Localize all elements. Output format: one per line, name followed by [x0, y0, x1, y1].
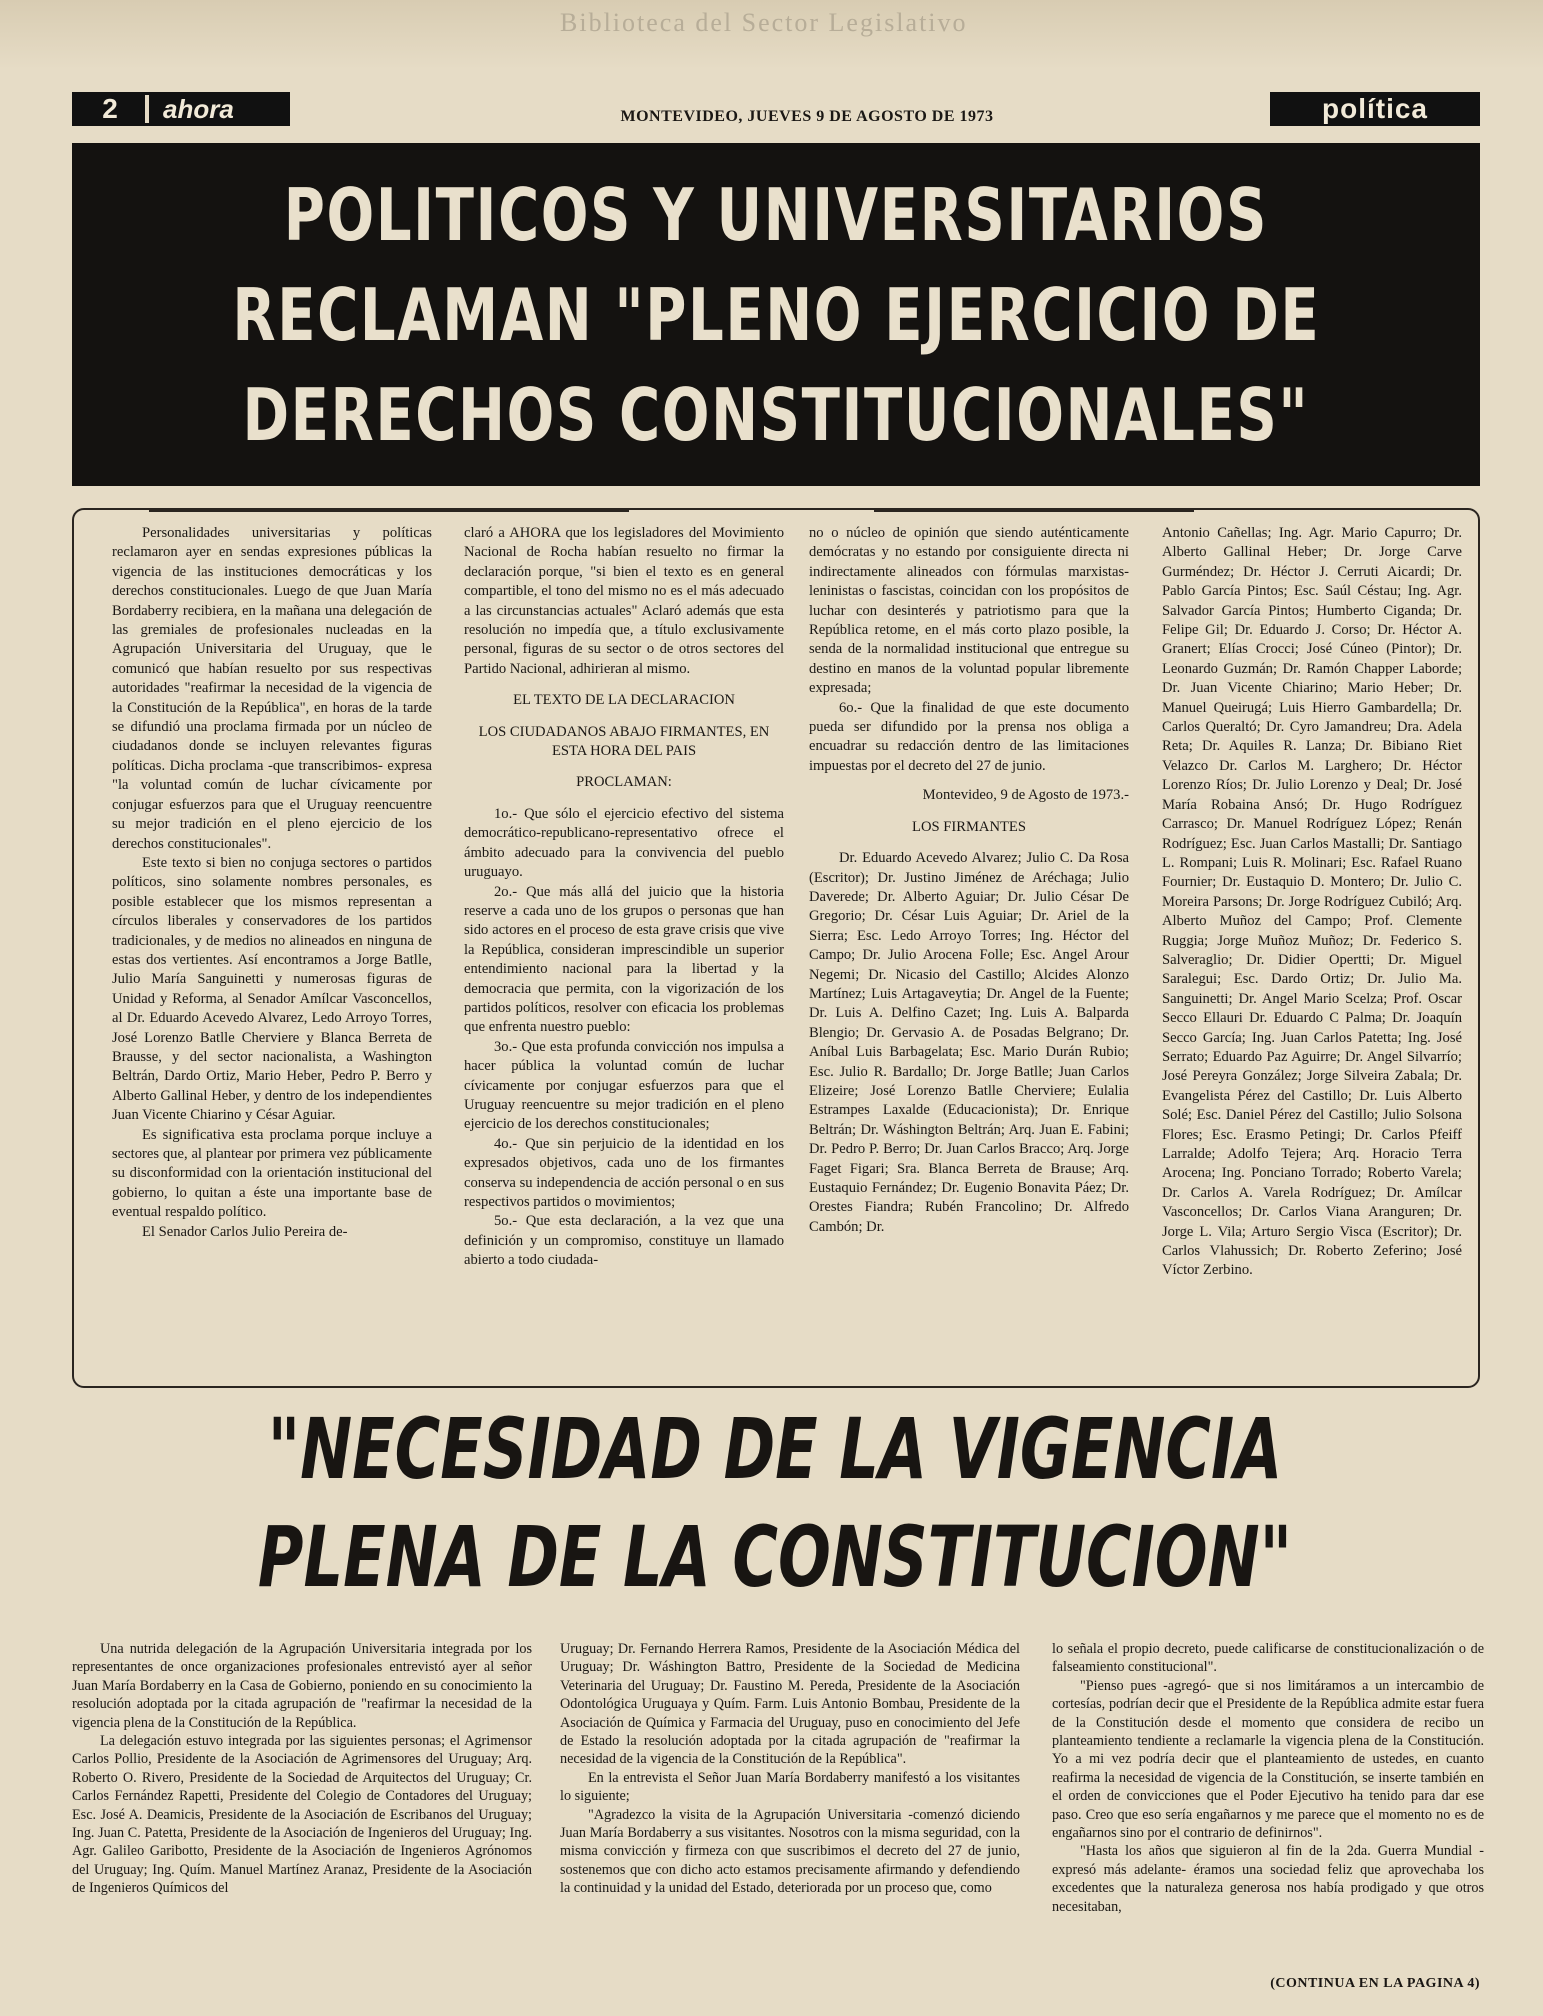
lower-column-3 [1052, 1640, 1484, 1988]
article-box [72, 508, 1480, 1388]
dateline: MONTEVIDEO, JUEVES 9 DE AGOSTO DE 1973 [620, 108, 994, 125]
scan-top-strip [0, 0, 1543, 70]
signers-heading: LOS FIRMANTES [912, 818, 1026, 835]
section-label: política [1270, 92, 1480, 126]
headline-line-3: DERECHOS CONSTITUCIONALES" [242, 372, 1310, 457]
paragraph: "Hasta los años que siguieron al fin de la 2da. Guerra Mundial -expresó más adelante- éramos una sociedad feliz que aprovechaba los excedentes que la naturaleza generosa nos había prodigado y que otros necesitaban, [1052, 1843, 1484, 1915]
declaration-item: 6o.- Que la finalidad de que este documento pueda ser difundido por la prensa nos obliga a encuadrar su redacción dentro de las limitaciones impuestas por el decreto del 27 de junio. [809, 699, 1129, 774]
paragraph: Este texto si bien no conjuga sectores o partidos políticos, sino solamente nombres personales, es posible establecer que los mismos representan a círculos liberales y conservadores de los partidos tradicionales, y de medios no alineados en ninguna de estas dos vertientes. Así encontramos a Jorge Batlle, Julio María Sanguinetti y numerosas figuras de Unidad y Reforma, al Senador Amílcar Vasconcellos, al Dr. Eduardo Acevedo Alvarez, Ledo Arroyo Torres, José Lorenzo Batlle Cherviere y Blanca Berreta de Brausse, y del sector nacionalista, a Washington Beltrán, Dardo Ortiz, Mario Heber, Pedro P. Berro y Alberto Gallinal Heber, y dentro de los independientes Juan Vicente Chiarino y César Aguiar. [112, 854, 432, 1124]
page-header [72, 92, 1480, 132]
paragraph: Personalidades universitarias y políticas reclamaron ayer en sendas expresiones públicas la vigencia de las instituciones democráticas y los derechos constitucionales. Luego de que Juan María Bordaberry recibiera, en la mañana una delegación de las gremiales de profesionales nucleadas en la Agrupación Universitaria del Uruguay, que le comunicó que habían resuelto por sus respectivas autoridades "reafirmar la necesidad de la vigencia de la Constitución de la República", en horas de la tarde se difundió una proclama firmada por un núcleo de ciudadanos donde se incluyen relevantes figuras políticas. Dicha proclama -que transcribimos- expresa "la voluntad común de luchar cívicamente por conjugar esfuerzos para que el Uruguay reencuentre su mejor tradición en el pleno ejercicio de los derechos constitucionales". [112, 525, 432, 852]
headline2-line-2: PLENA DE LA CONSTITUCION" [257, 1508, 1293, 1606]
archive-stamp-text: Biblioteca del Sector Legislativo [560, 8, 968, 37]
paragraph: Uruguay; Dr. Fernando Herrera Ramos, Presidente de la Asociación Médica del Uruguay; Dr. Wáshington Battro, Presidente de la Sociedad de Medicina Veterinaria del Uruguay; Dr. Faustino M. Pereda, Presidente de la Asociación Odontológica Uruguaya y Quím. Farm. Luis Antonio Bombau, Presidente de la Asociación de Química y Farmacia del Uruguay, puso en conocimiento del Jefe de Estado la resolución adoptada por la citada agrupación de "reafirmar la necesidad de la vigencia de la Constitución de la República". [560, 1641, 1020, 1768]
secondary-headline [60, 1395, 1490, 1635]
signers-list: Dr. Eduardo Acevedo Alvarez; Julio C. Da Rosa (Escritor); Dr. Justino Jiménez de Aréchaga; Julio Daverede; Dr. Alberto Aguiar; Dr. Julio César De Gregorio; Dr. César Luis Aguiar; Dr. Ariel de la Sierra; Esc. Ledo Arroyo Torres; Ing. Héctor del Campo; Dr. Julio Arocena Folle; Esc. Angel Arour Negemi; Dr. Nicasio del Castillo; Alcides Alonzo Martínez; Luis Artagaveytia; Dr. Angel de la Fuente; Dr. Luis A. Delfino Cazet; Ing. Luis A. Balparda Blengio; Dr. Gervasio A. de Posadas Belgrano; Dr. Aníbal Luis Barbagelata; Esc. Mario Durán Rubio; Esc. Julio R. Bardallo; Dr. Jorge Batlle; Juan Carlos Elizeire; José Lorenzo Batlle Cherviere; Eulalia Estrampes Laxalde (Educacionista); Dr. Enrique Beltrán; Dr. Wáshington Beltrán; Arq. Juan E. Fabini; Dr. Pedro P. Berro; Dr. Juan Carlos Bracco; Arq. Jorge Faget Figari; Sra. Blanca Berreta de Brause; Arq. Eustaquio Fernández; Dr. Eugenio Bonavita Páez; Dr. Orestes Fiandra; Rubén Francolino; Dr. Alfredo Cambón; Dr. [809, 850, 1129, 1235]
divider-rule [149, 510, 629, 512]
declaration-item: 3o.- Que esta profunda convicción nos impulsa a hacer pública la voluntad común de luchar cívicamente por conjugar esfuerzos para que el Uruguay reencuentre su mejor tradición en el pleno ejercicio de los derechos constitucionales; [464, 1038, 784, 1133]
publication-name: ahora [149, 95, 287, 123]
continued-note: (CONTINUA EN LA PAGINA 4) [1270, 1976, 1480, 1991]
paragraph: La delegación estuvo integrada por las siguientes personas; el Agrimensor Carlos Pollio, Presidente de la Asociación de Agrimensores del Uruguay; Arq. Roberto O. Rivero, Presidente de la Sociedad de Arquitectos del Uruguay; Cr. Carlos Fernández Rapetti, Presidente del Colegio de Contadores del Uruguay; Esc. José A. Deamicis, Presidente de la Asociación de Escribanos del Uruguay; Ing. Juan C. Patetta, Presidente de la Asociación de Ingenieros del Uruguay; Ing. Agr. Galileo Garibotto, Presidente de la Asociación de Ingenieros Agrónomos del Uruguay; Ing. Quím. Manuel Martínez Aranaz, Presidente de la Asociación de Ingenieros Químicos del [72, 1733, 532, 1897]
article-column-2 [464, 524, 784, 1384]
article-column-4 [1162, 524, 1462, 1384]
declaration-heading: PROCLAMAN: [576, 774, 672, 791]
divider-rule [874, 510, 1194, 512]
declaration-item: 5o.- Que esta declaración, a la vez que una definición y un compromiso, constituye un llamado abierto a todo ciudada- [464, 1213, 784, 1269]
headline-line-2: RECLAMAN "PLENO EJERCICIO DE [232, 272, 1320, 357]
lower-column-2 [560, 1640, 1020, 1988]
paragraph: no o núcleo de opinión que siendo auténticamente demócratas y no estando por consiguiente directa ni indirectamente alineados con fórmulas marxistas-leninistas o fascistas, coincidan con los propósitos de luchar con desinterés y patriotismo para que la República retome, en el más corto plazo posible, la senda de la normalidad institucional que entregue su destino en manos de la voluntad popular libremente expresada; [809, 525, 1129, 697]
page-number: 2 [75, 95, 145, 123]
paragraph: Una nutrida delegación de la Agrupación Universitaria integrada por los representantes de once organizaciones profesionales entrevistó ayer al señor Juan María Bordaberry en la Casa de Gobierno, poniendo en su conocimiento la resolución adoptada por la citada agrupación de "reafirmar la necesidad de la vigencia plena de la Constitución de la República. [72, 1641, 532, 1731]
article-column-3 [809, 524, 1129, 1384]
page-flag [72, 92, 290, 126]
paragraph: Es significativa esta proclama porque incluye a sectores que, al plantear por primera vez públicamente su disconformidad con la orientación institucional del gobierno, lo quitan a éste una importante base de eventual respaldo político. [112, 1126, 432, 1221]
section-heading: EL TEXTO DE LA DECLARACION [513, 692, 735, 709]
declaration-item: 1o.- Que sólo el ejercicio efectivo del sistema democrático-republicano-representativo ofrece el ámbito adecuado para la convivencia del pueblo uruguayo. [464, 805, 784, 881]
declaration-date: Montevideo, 9 de Agosto de 1973.- [922, 787, 1129, 804]
article-column-1 [112, 524, 432, 1384]
headline-line-1: POLITICOS Y UNIVERSITARIOS [283, 172, 1269, 257]
signers-list: Antonio Cañellas; Ing. Agr. Mario Capurro; Dr. Alberto Gallinal Heber; Dr. Jorge Carve Gurméndez; Dr. Héctor J. Cerruti Aicardi; Dr. Pablo García Pintos; Esc. Saúl Céstau; Ing. Agr. Salvador García Pintos; Humberto Ciganda; Dr. Felipe Gil; Dr. Eduardo J. Corso; Dr. Héctor A. Granert; Elías Crocci; José Cúneo (Pintor); Dr. Leonardo Guzmán; Dr. Ramón Chapper Laborde; Dr. Juan Vicente Chiarino; Mario Heber; Dr. Manuel Queirugá; Luis Hierro Gambardella; Dr. Carlos Queraltó; Dr. Cyro Jamandreu; Dra. Adela Reta; Dr. Aquiles R. Lanza; Dr. Bibiano Riet Velazco Dr. Carlos M. Larghero; Dr. Héctor Lorenzo Ríos; Dr. Julio Lorenzo y Deal; Dr. José María Robaina Ansó; Dr. Hugo Rodríguez Carrasco; Dr. Manuel Rodríguez López; Renán Rodríguez; Esc. Juan Carlos Mastalli; Dr. Santiago L. Rompani; Luis R. Molinari; Esc. Rafael Ruano Fournier; Dr. Eustaquio D. Montero; Dr. Julio C. Moreira Parsons; Dr. Jorge Rodríguez Cubiló; Arq. Alberto Muñoz del Campo; Prof. Clemente Ruggia; Jorge Muñoz Muñoz; Dr. Federico S. Salveraglio; Dr. Didier Opertti; Dr. Miguel Saralegui; Esc. Dardo Ortiz; Dr. Julio Ma. Sanguinetti; Dr. Angel Mario Scelza; Prof. Oscar Secco Ellauri Dr. Eduardo C Palma; Dr. Joaquín Secco García; Ing. Juan Carlos Patetta; Ing. José Serrato; Eduardo Paz Aguirre; Dr. Angel Silvarrío; José Pereyra González; Jorge Silveira Zabala; Dr. Evangelista Pérez del Castillo; Dr. Luis Alberto Solé; Esc. Daniel Pérez del Castillo; Julio Solsona Flores; Esc. Erasmo Petingi; Dr. Carlos Pfeiff Larralde; Adolfo Tejera; Arq. Horacio Terra Arocena; Ing. Ponciano Torrado; Roberto Varela; Dr. Carlos A. Varela Rodríguez; Dr. Amílcar Vasconcellos; Dr. Carlos Viana Aranguren; Dr. Jorge L. Vila; Arturo Sergio Visca (Escritor); Dr. Carlos Vlahussich; Dr. Roberto Zeferino; José Víctor Zerbino. [1162, 525, 1462, 1279]
declaration-preamble: LOS CIUDADANOS ABAJO FIRMANTES, EN ESTA HORA DEL PAIS [478, 723, 770, 760]
declaration-item: 2o.- Que más allá del juicio que la historia reserve a cada uno de los grupos o personas que han sido actores en el proceso de esta grave crisis que vive la República, consideran imprescindible un superior entendimiento nacional para la libertad y la democracia que permita, con la vigorización de los partidos políticos, resolver con eficacia los problemas que enfrenta nuestro pueblo: [464, 883, 784, 1036]
paragraph: claró a AHORA que los legisladores del Movimiento Nacional de Rocha habían resuelto no firmar la declaración porque, "si bien el texto es en general compartible, el tono del mismo no es el más adecuado a las circunstancias actuales" Aclaró además que esta resolución no impedía que, a título exclusivamente personal, figuras de su sector o de otros sectores del Partido Nacional, adhirieran al mismo. [464, 525, 784, 677]
main-headline [72, 143, 1480, 486]
paragraph: lo señala el propio decreto, puede calificarse de constitucionalización o de falseamiento constitucional". [1052, 1641, 1484, 1676]
lower-column-1 [72, 1640, 532, 1988]
headline2-line-1: "NECESIDAD DE LA VIGENCIA [267, 1400, 1283, 1498]
paragraph: "Agradezco la visita de la Agrupación Universitaria -comenzó diciendo Juan María Bordaberry a sus visitantes. Nosotros con la misma seguridad, con la misma convicción y firmeza con que suscribimos el decreto del 27 de junio, sostenemos que con dicho acto estamos precisamente afirmando y defendiendo la continuidad y la unidad del Estado, deteriorada por un proceso que, como [560, 1806, 1020, 1897]
declaration-item: 4o.- Que sin perjuicio de la identidad en los expresados objetivos, cada uno de los firmantes conserva su independencia de acción personal o en sus respectivos partidos o movimientos; [464, 1135, 784, 1210]
paragraph: En la entrevista el Señor Juan María Bordaberry manifestó a los visitantes lo siguiente; [560, 1769, 1020, 1805]
paragraph: "Pienso pues -agregó- que si nos limitáramos a un intercambio de cortesías, podrían decir que el Presidente de la República admite estar fuera de la Constitución desde el momento que considera de recibo un planteamiento tendiente a reclamarle la vigencia plena de la Constitución. Yo a mi vez podría decir que el planteamiento de ustedes, en cuanto reafirma la necesidad de vigencia de la Constitución, se inserte también en el orden de convicciones que el Poder Ejecutivo ha tenido para dar ese paso. Creo que eso sería engañarnos y me parece que el momento no es de engañarnos sino por el contrario de definirnos". [1052, 1677, 1484, 1842]
paragraph: El Senador Carlos Julio Pereira de- [142, 1223, 348, 1240]
